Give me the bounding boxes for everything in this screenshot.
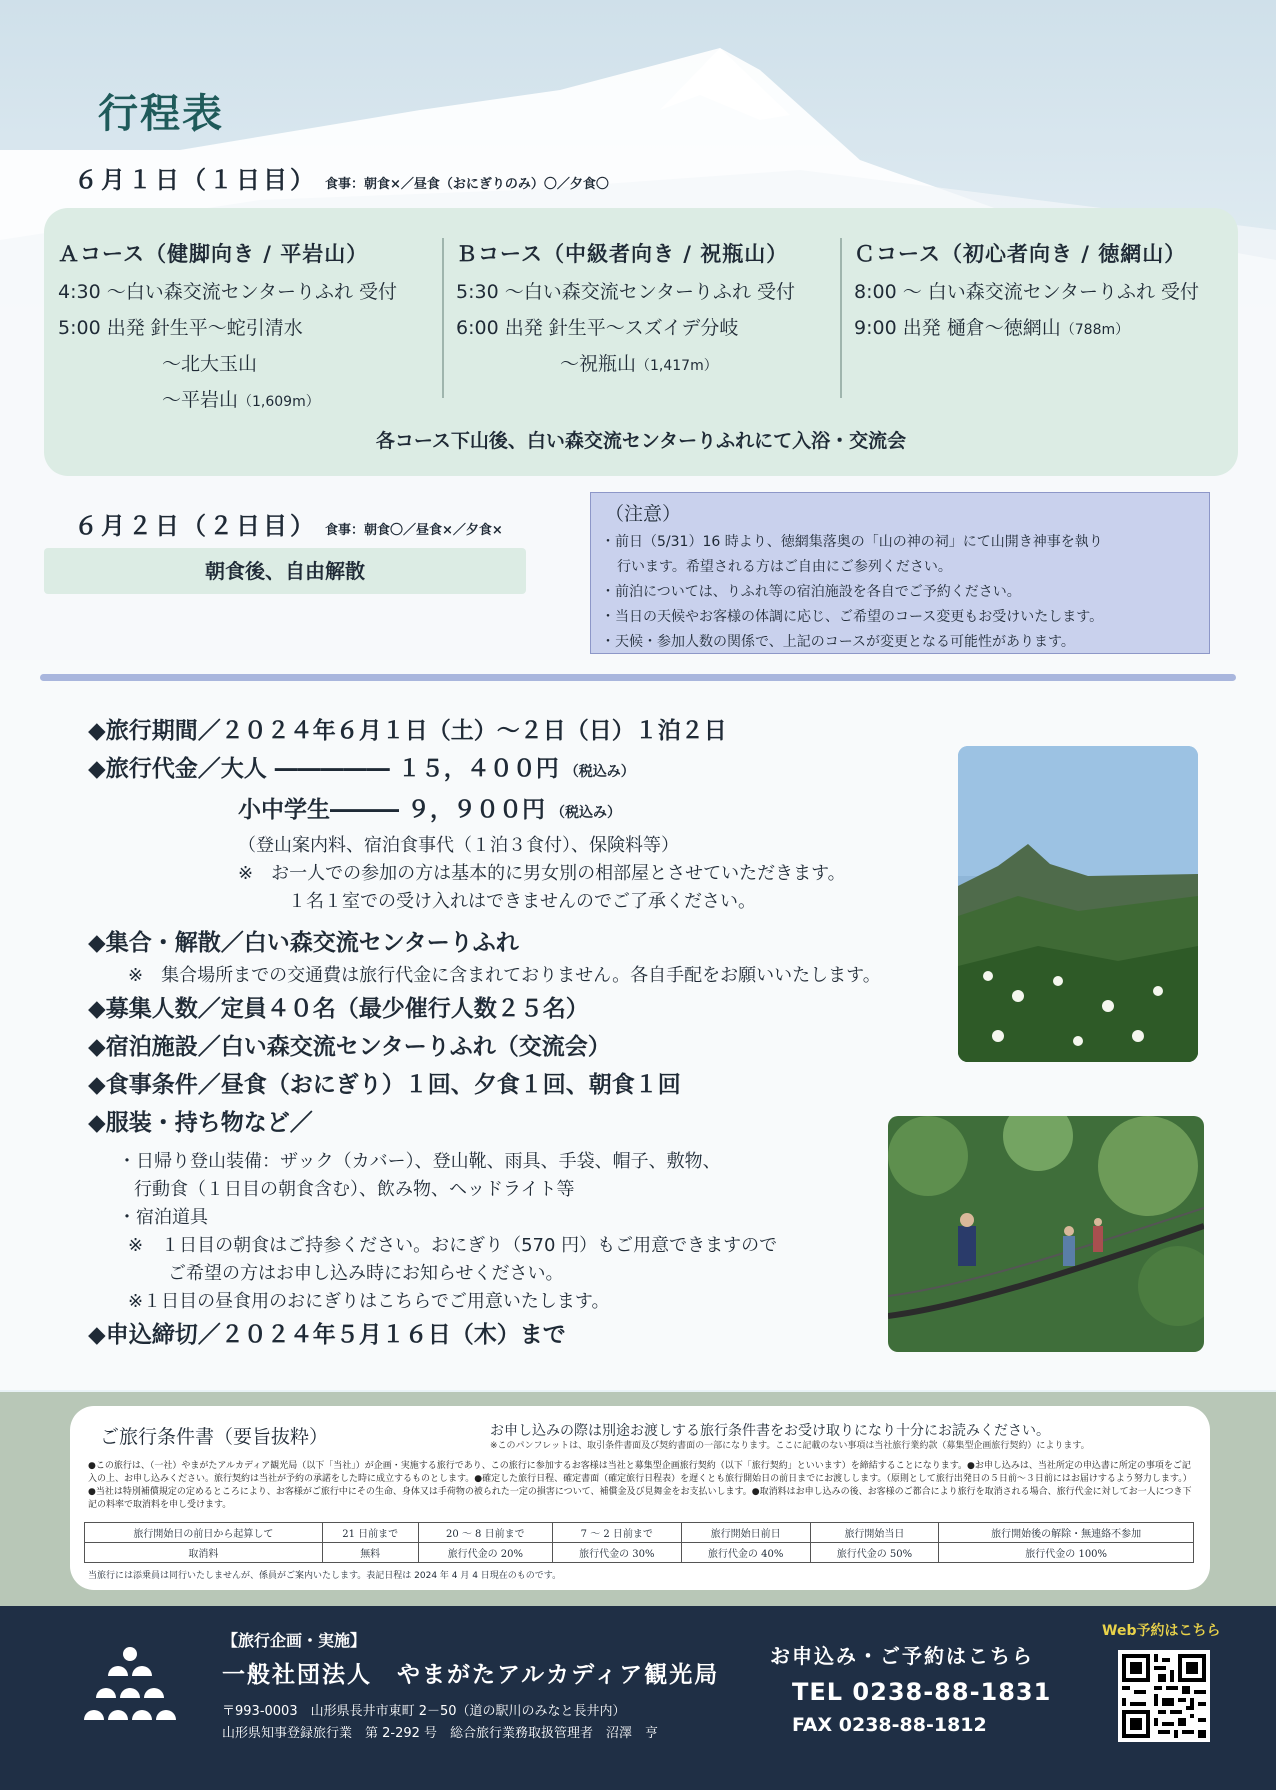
course-divider — [840, 238, 842, 398]
course-c-summit: 9:00 出発 樋倉～徳網山 — [854, 317, 1061, 339]
tax-label: （税込み） — [564, 764, 635, 780]
qr-code-icon[interactable] — [1118, 1650, 1210, 1742]
course-b-line: 6:00 出発 針生平～スズイデ分岐 — [456, 317, 739, 339]
conditions-note: お申し込みの際は別途お渡しする旅行条件書をお受け取りになり十分にお読みください。 — [490, 1423, 1050, 1439]
price-note: １名１室での受け入れはできませんのでご了承ください。 — [288, 891, 756, 912]
day1-label: ６月１日（１日目） — [74, 166, 317, 194]
table-row — [85, 1543, 1194, 1563]
table-cell: 7 ～ 2 日前まで — [552, 1523, 681, 1543]
fax-number: FAX 0238-88-1812 — [792, 1714, 987, 1736]
organization-logo-icon — [80, 1646, 180, 1736]
day1-heading — [74, 160, 609, 195]
apply-heading: お申込み・ご予約はこちら — [770, 1644, 1034, 1668]
price-note: ※ お一人での参加の方は基本的に男女別の相部屋とさせていただきます。 — [238, 863, 846, 884]
day1-meals: 食事：朝食×／昼食（おにぎりのみ）〇／夕食〇 — [325, 177, 609, 192]
course-a-line: 4:30 ～白い森交流センターりふれ 受付 — [58, 281, 397, 303]
notice-item: ・天候・参加人数の関係で、上記のコースが変更となる可能性があります。 — [601, 634, 1075, 650]
table-cell: 無料 — [322, 1543, 418, 1563]
organizer-label: 【旅行企画・実施】 — [222, 1631, 367, 1650]
table-cell: 旅行代金の 30% — [552, 1543, 681, 1563]
gear-item: ・日帰り登山装備：ザック（カバー）、登山靴、雨具、手袋、帽子、敷物、 — [118, 1151, 721, 1172]
table-cell: 取消料 — [85, 1543, 323, 1563]
day2-label: ６月２日（２日目） — [74, 512, 317, 540]
footer — [0, 1606, 1276, 1790]
course-c-line — [854, 310, 1250, 348]
course-c-line: 8:00 ～ 白い森交流センターりふれ 受付 — [854, 281, 1200, 303]
capacity: ◆募集人数／定員４０名（最少催行人数２５名） — [88, 996, 589, 1022]
notice-item: 行います。希望される方はご自由にご参列ください。 — [617, 559, 952, 575]
table-cell: 旅行代金の 40% — [681, 1543, 810, 1563]
bridge-hikers-photo — [888, 1116, 1204, 1352]
meeting-place: ◆集合・解散／白い森交流センターりふれ — [88, 930, 519, 956]
section-divider — [40, 674, 1236, 681]
tour-info — [88, 712, 948, 1354]
table-cell: 21 日前まで — [322, 1523, 418, 1543]
day2-heading — [74, 506, 503, 541]
table-row — [85, 1523, 1194, 1543]
gear-item: ※ １日目の朝食はご持参ください。おにぎり（570 円）もご用意できますので — [128, 1235, 778, 1256]
price-includes: （登山案内料、宿泊食事代（１泊３食付）、保険料等） — [238, 835, 679, 856]
course-a-heading: Ａコース（健脚向き / 平岩山） — [58, 242, 369, 266]
notice-item: ・前泊については、りふれ等の宿泊施設を各自でご予約ください。 — [601, 584, 1021, 600]
tour-price-adult — [88, 750, 948, 791]
course-box — [44, 208, 1238, 476]
course-b-line: 5:30 ～白い森交流センターりふれ 受付 — [456, 281, 795, 303]
course-a-summit: ～平岩山 — [162, 389, 239, 411]
web-booking-label: Web予約はこちら — [1102, 1623, 1221, 1639]
conditions-note-small: ※このパンフレットは、取引条件書面及び契約書面の一部になります。ここに記載のない事項は当社旅行業約款（募集型企画旅行契約）によります。 — [490, 1441, 1090, 1451]
price-child: 小中学生――― ９，９００円 — [238, 797, 546, 823]
course-b-summit: ～祝瓶山 — [560, 353, 637, 375]
notice-title: （注意） — [605, 503, 682, 525]
meeting-note: ※ 集合場所までの交通費は旅行代金に含まれておりません。各自手配をお願いいたします。 — [128, 965, 881, 986]
course-a-line: 5:00 出発 針生平～蛇引清水 — [58, 317, 303, 339]
conditions-title: ご旅行条件書（要旨抜粋） — [100, 1426, 329, 1448]
lodging: ◆宿泊施設／白い森交流センターりふれ（交流会） — [88, 1034, 611, 1060]
table-cell: 旅行開始日の前日から起算して — [85, 1523, 323, 1543]
table-cell: 20 ～ 8 日前まで — [418, 1523, 552, 1543]
course-c-heading: Ｃコース（初心者向き / 徳網山） — [854, 242, 1187, 266]
meal-conditions: ◆食事条件／昼食（おにぎり）１回、夕食１回、朝食１回 — [88, 1072, 681, 1098]
gear-heading: ◆服装・持ち物など／ — [88, 1110, 313, 1136]
course-b-line — [456, 346, 852, 384]
notice-item: ・前日（5/31）16 時より、徳網集落奥の「山の神の祠」にて山開き神事を執り — [601, 534, 1103, 550]
table-cell: 旅行代金の 20% — [418, 1543, 552, 1563]
mountain-photo — [958, 746, 1198, 1062]
organizer-name: 一般社団法人 やまがたアルカディア観光局 — [222, 1662, 720, 1688]
gear-item: 行動食（１日目の朝食含む）、飲み物、ヘッドライト等 — [134, 1179, 575, 1200]
organizer-registration: 山形県知事登録旅行業 第 2-292 号 総合旅行業務取扱管理者 沼澤 亨 — [222, 1726, 659, 1741]
course-a-elevation: （1,609m） — [238, 394, 320, 410]
gear-item: ご希望の方はお申し込み時にお知らせください。 — [168, 1263, 564, 1284]
day2-plan: 朝食後、自由解散 — [44, 548, 526, 594]
course-b-heading: Ｂコース（中級者向き / 祝瓶山） — [456, 242, 789, 266]
notice-item: ・当日の天候やお客様の体調に応じ、ご希望のコース変更もお受けいたします。 — [601, 609, 1104, 625]
deadline: ◆申込締切／２０２４年５月１６日（木）まで — [88, 1322, 566, 1348]
course-b — [456, 238, 852, 384]
table-cell: 旅行開始日前日 — [681, 1523, 810, 1543]
page-title: 行程表 — [98, 91, 224, 137]
course-c — [854, 238, 1250, 348]
tour-period: ◆旅行期間／２０２４年６月１日（土）～２日（日）１泊２日 — [88, 718, 727, 744]
table-cell: 旅行代金の 50% — [810, 1543, 939, 1563]
table-cell: 旅行代金の 100% — [939, 1543, 1194, 1563]
after-course-text: 各コース下山後、白い森交流センターりふれにて入浴・交流会 — [375, 430, 907, 452]
notice-box — [590, 492, 1210, 654]
conditions-footnote: 当旅行には添乗員は同行いたしませんが、係員がご案内いたします。表記日程は 2024 年 4 月 4 日現在のものです。 — [88, 1571, 562, 1581]
course-a-line — [58, 382, 454, 420]
course-b-elevation: （1,417m） — [636, 358, 718, 374]
price-adult: ◆旅行代金／大人 ――――― １５，４００円 — [88, 756, 559, 782]
gear-item: ・宿泊道具 — [118, 1207, 208, 1228]
day2-meals: 食事：朝食〇／昼食×／夕食× — [325, 523, 503, 538]
cancellation-table — [84, 1522, 1194, 1563]
course-a — [58, 238, 454, 420]
phone-number[interactable]: TEL 0238-88-1831 — [792, 1678, 1052, 1706]
course-c-elevation: （788m） — [1060, 322, 1130, 338]
conditions-body: ●この旅行は、（一社）やまがたアルカディア観光局（以下「当社」）が企画・実施する旅行であり、この旅行に参加するお客様は当社と募集型企画旅行契約（以下「旅行契約」といいます）を締結することになります。●お申し込みは、当社所定の申込書に所定の事項をご記入の上、お申し込みください。旅行契約は当社が予約の承諾をした時に成立するものとします。●確定した旅行日程、確定書面（確定旅行日程表）を遅くとも旅行開始日の前日までにお渡しします。（原則として旅行出発日の５日前～３日前にはお届けするよう努力します。）●当社は特別補償規定の定めるところにより、お客様がご旅行中にその生命、身体又は手荷物の被られた一定の損害について、補償金及び見舞金をお支払いします。●取消料はお申し込みの後、お客様のご都合により旅行を取消される場合、旅行代金に対してお一人につき下記の料率で取消料を申し受けます。 — [88, 1461, 1192, 1510]
table-cell: 旅行開始後の解除・無連絡不参加 — [939, 1523, 1194, 1543]
tax-label: （税込み） — [551, 805, 622, 821]
table-cell: 旅行開始当日 — [810, 1523, 939, 1543]
organizer-address: 〒993-0003 山形県長井市東町 2－50（道の駅川のみなと長井内） — [222, 1704, 626, 1719]
conditions-box — [70, 1406, 1210, 1590]
course-a-line: ～北大玉山 — [162, 353, 258, 375]
tour-price-child — [88, 791, 948, 832]
course-divider — [442, 238, 444, 398]
gear-item: ※１日目の昼食用のおにぎりはこちらでご用意いたします。 — [128, 1291, 610, 1312]
